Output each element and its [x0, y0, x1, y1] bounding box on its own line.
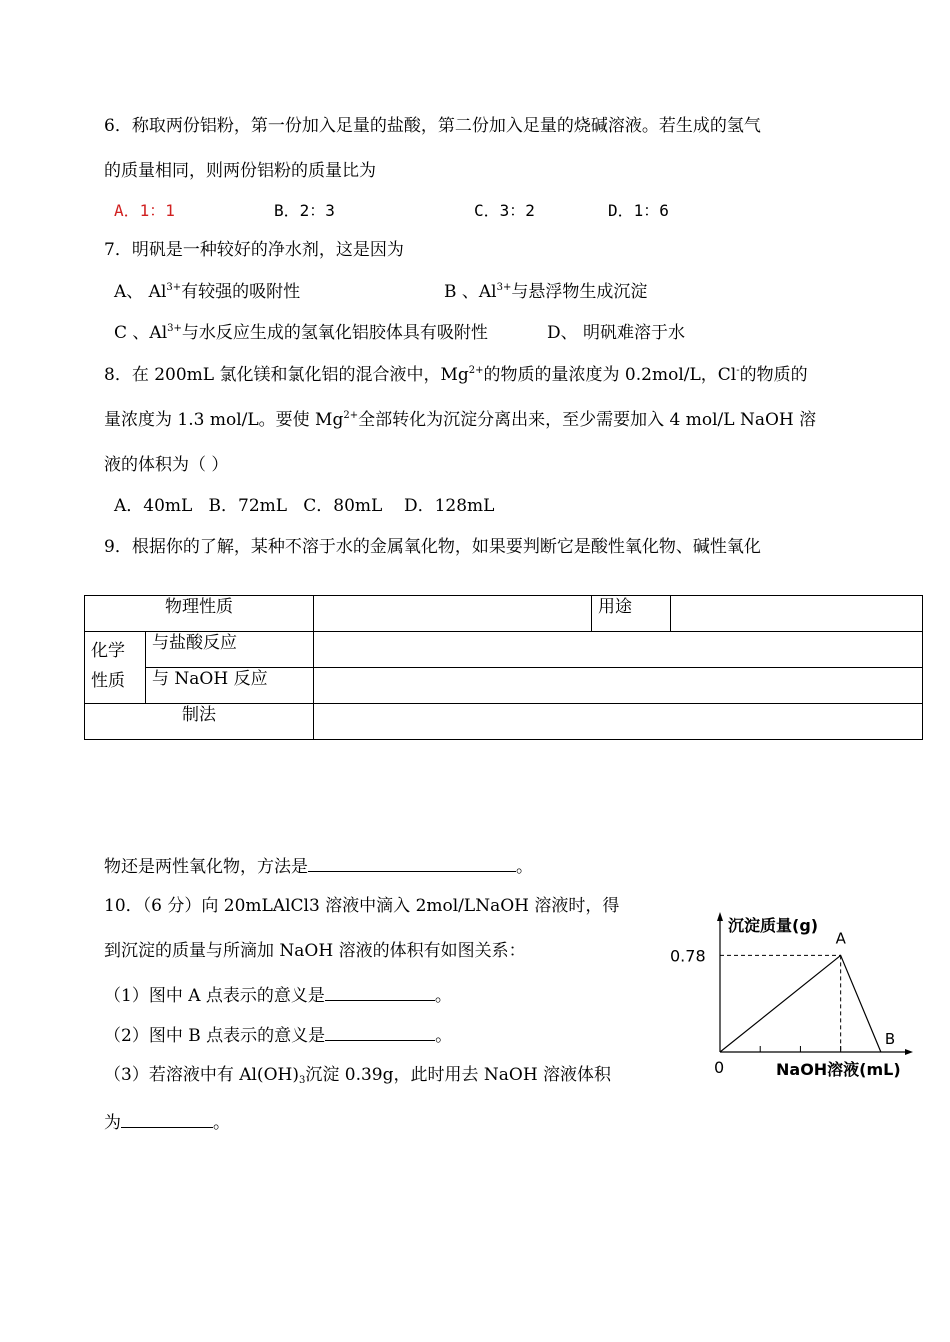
q7-option-a-post: 有较强的吸附性	[181, 282, 301, 302]
q10-part3-sub: 3	[298, 1075, 306, 1086]
hcl-reaction-label: 与盐酸反应	[146, 632, 314, 668]
chemical-property-label	[85, 632, 146, 704]
usage-cell[interactable]	[671, 596, 923, 632]
q7-option-a-pre: A、 Al	[114, 282, 167, 302]
q6-option-d: D．1：6	[608, 201, 669, 220]
q7-option-b-sup: 3+	[496, 282, 512, 293]
q8-line1-b: 的物质的量浓度为 0.2mol/L，Cl	[483, 365, 737, 385]
q8-line1	[104, 364, 808, 386]
q7-option-b	[444, 281, 647, 303]
q8-line2-sup: 2+	[343, 410, 359, 421]
q9-answer-blank[interactable]	[308, 853, 516, 872]
q8-line1-sup2: -	[736, 365, 740, 376]
q10-part1	[104, 982, 452, 1007]
q10-part2-pre: （2）图中 B 点表示的意义是	[104, 1026, 326, 1046]
q7-option-b-pre: B 、Al	[444, 282, 497, 302]
q8-options: A．40mL B．72mL C．80mL D．128mL	[114, 496, 495, 516]
q10-part2-blank[interactable]	[325, 1022, 435, 1041]
q6-line1: 6．称取两份铝粉，第一份加入足量的盐酸，第二份加入足量的烧碱溶液。若生成的氢气	[104, 116, 761, 136]
preparation-cell[interactable]	[314, 704, 923, 740]
usage-label: 用途	[592, 596, 671, 632]
q8-line3: 液的体积为（ ）	[104, 455, 229, 475]
q10-line1: 10．（6 分）向 20mLAlCl3 溶液中滴入 2mol/LNaOH 溶液时，得	[104, 896, 620, 916]
table-row	[85, 596, 923, 632]
q10-part1-pre: （1）图中 A 点表示的意义是	[104, 986, 325, 1006]
q7-option-b-post: 与悬浮物生成沉淀	[511, 282, 648, 302]
q10-part4-pre: 为	[104, 1113, 121, 1133]
q7-option-c-post: 与水反应生成的氢氧化铝胶体具有吸附性	[181, 323, 488, 343]
physical-property-cell[interactable]	[314, 596, 592, 632]
precipitate-graph	[660, 905, 920, 1085]
q10-part4-post: 。	[213, 1113, 230, 1133]
origin-label: 0	[714, 1058, 725, 1077]
naoh-reaction-cell[interactable]	[314, 668, 923, 704]
point-a-label: A	[835, 929, 846, 948]
properties-table	[84, 595, 923, 740]
q8-line1-c: 的物质的	[739, 365, 808, 385]
q8-line1-sup1: 2+	[468, 365, 484, 376]
q10-part4-blank[interactable]	[121, 1109, 213, 1128]
q7-option-a-sup: 3+	[166, 282, 182, 293]
preparation-label: 制法	[85, 704, 314, 740]
precipitate-series-line	[720, 955, 881, 1052]
q9-line2	[104, 853, 533, 878]
y-axis-label: 沉淀质量(g)	[728, 916, 819, 935]
q8-line1-a: 8．在 200mL 氯化镁和氯化铝的混合液中，Mg	[104, 365, 469, 385]
q9-line1: 9．根据你的了解，某种不溶于水的金属氧化物，如果要判断它是酸性氧化物、碱性氧化	[104, 537, 761, 557]
q6-option-c: C．3：2	[474, 201, 535, 220]
q9-line2-pre: 物还是两性氧化物，方法是	[104, 857, 308, 877]
chemical-property-text: 化学性质	[91, 641, 125, 691]
q9-line2-post: 。	[516, 857, 533, 877]
y-tick-label: 0.78	[670, 946, 706, 966]
naoh-reaction-label: 与 NaOH 反应	[146, 668, 314, 704]
y-axis-arrow	[717, 912, 723, 921]
q10-part3	[104, 1064, 611, 1086]
q10-part4	[104, 1109, 230, 1134]
q8-line2-a: 量浓度为 1.3 mol/L。要使 Mg	[104, 410, 344, 430]
q7-option-a	[114, 281, 300, 303]
x-axis-arrow	[905, 1049, 913, 1055]
physical-property-label: 物理性质	[85, 596, 314, 632]
q7-option-c	[114, 322, 488, 344]
q7-option-c-pre: C 、Al	[114, 323, 168, 343]
x-axis-label: NaOH溶液(mL)	[776, 1060, 901, 1079]
hcl-reaction-cell[interactable]	[314, 632, 923, 668]
q10-part2-post: 。	[435, 1026, 453, 1046]
table-row	[85, 668, 923, 704]
q7-option-c-sup: 3+	[167, 323, 182, 334]
q10-part1-blank[interactable]	[325, 982, 435, 1001]
point-b-label: B	[884, 1030, 896, 1048]
q6-option-a: A．1：1	[114, 201, 175, 220]
q7-option-d: D、 明矾难溶于水	[547, 323, 686, 343]
q6-line2: 的质量相同，则两份铝粉的质量比为	[104, 161, 376, 181]
q10-part3-b: 沉淀 0.39g，此时用去 NaOH 溶液体积	[305, 1065, 612, 1085]
q10-part2	[104, 1022, 452, 1047]
x-ticks	[760, 1046, 840, 1052]
q8-line2	[104, 409, 816, 431]
q10-part1-post: 。	[434, 986, 452, 1006]
table-row	[85, 704, 923, 740]
q10-line2: 到沉淀的质量与所滴加 NaOH 溶液的体积有如图关系：	[104, 941, 526, 961]
table-row	[85, 632, 923, 668]
q7-stem: 7．明矾是一种较好的净水剂，这是因为	[104, 240, 404, 260]
q10-part3-a: （3）若溶液中有 Al(OH)	[104, 1065, 299, 1085]
q8-line2-b: 全部转化为沉淀分离出来，至少需要加入 4 mol/L NaOH 溶	[358, 410, 817, 430]
q6-option-b: B．2：3	[274, 201, 335, 220]
